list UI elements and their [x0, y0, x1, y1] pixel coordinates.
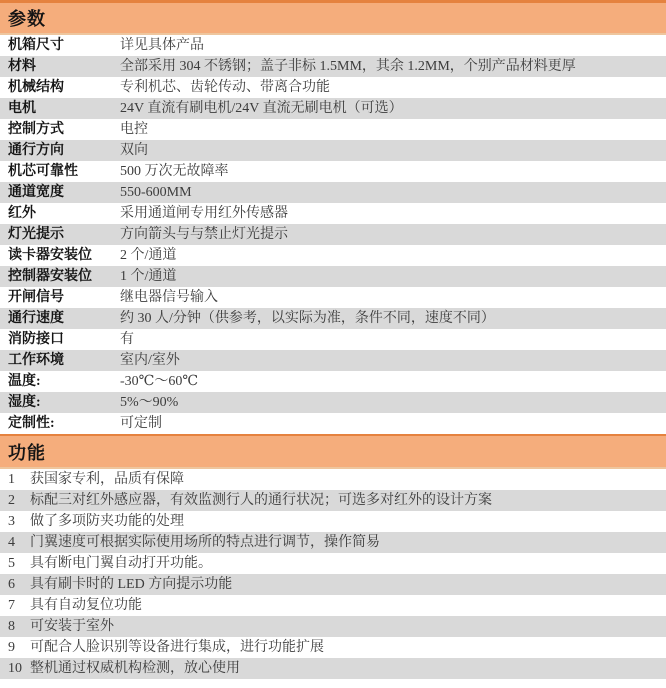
param-label: 通道宽度: [8, 185, 64, 200]
feature-text: 具有刷卡时的 LED 方向提示功能: [30, 577, 233, 592]
table-row: [0, 140, 666, 161]
table-row: [0, 182, 666, 203]
feature-text: 可配合人脸识别等设备进行集成，进行功能扩展: [30, 640, 324, 655]
feature-number: 8: [8, 619, 15, 634]
table-row: [0, 350, 666, 371]
param-value: 1 个/通道: [120, 269, 177, 284]
params-table: [0, 35, 666, 434]
param-label: 控制方式: [8, 122, 64, 137]
feature-number: 3: [8, 514, 15, 529]
param-value: 继电器信号输入: [120, 290, 218, 305]
table-row: [0, 329, 666, 350]
feature-number: 10: [8, 661, 22, 676]
features-section-title: 功能: [8, 442, 46, 463]
table-row: [0, 35, 666, 56]
feature-text: 具有自动复位功能: [30, 598, 142, 613]
param-value: 24V 直流有刷电机/24V 直流无刷电机（可选）: [120, 101, 403, 116]
list-item: [0, 595, 666, 616]
param-value: 电控: [120, 122, 148, 137]
features-section-header: [0, 434, 666, 469]
list-item: [0, 469, 666, 490]
param-value: 采用通道闸专用红外传感器: [120, 206, 288, 221]
param-value: 有: [120, 332, 134, 347]
param-value: 双向: [120, 143, 148, 158]
param-value: 可定制: [120, 416, 162, 431]
list-item: [0, 553, 666, 574]
feature-text: 整机通过权威机构检测，放心使用: [30, 661, 240, 676]
table-row: [0, 245, 666, 266]
table-row: [0, 161, 666, 182]
param-value: 550-600MM: [120, 185, 192, 200]
param-label: 湿度:: [8, 395, 41, 410]
list-item: [0, 511, 666, 532]
param-label: 读卡器安装位: [8, 248, 92, 263]
param-value: 500 万次无故障率: [120, 164, 229, 179]
list-item: [0, 574, 666, 595]
param-label: 定制性:: [8, 416, 55, 431]
list-item: [0, 637, 666, 658]
param-value: 详见具体产品: [120, 38, 204, 53]
table-row: [0, 308, 666, 329]
table-row: [0, 392, 666, 413]
param-label: 消防接口: [8, 332, 64, 347]
table-row: [0, 119, 666, 140]
params-section-title: 参数: [8, 9, 46, 29]
table-row: [0, 287, 666, 308]
params-section-header: [0, 0, 666, 35]
table-row: [0, 413, 666, 434]
table-row: [0, 371, 666, 392]
list-item: [0, 658, 666, 679]
feature-text: 标配三对红外感应器，有效监测行人的通行状况；可选多对红外的设计方案: [30, 493, 492, 508]
param-label: 机械结构: [8, 80, 64, 95]
table-row: [0, 56, 666, 77]
param-label: 通行速度: [8, 311, 64, 326]
feature-number: 7: [8, 598, 15, 613]
param-value: 方向箭头与与禁止灯光提示: [120, 227, 288, 242]
feature-number: 5: [8, 556, 15, 571]
param-value: 2 个/通道: [120, 248, 177, 263]
list-item: [0, 532, 666, 553]
param-value: 5%～90%: [120, 395, 179, 410]
table-row: [0, 203, 666, 224]
param-label: 灯光提示: [8, 227, 64, 242]
table-row: [0, 77, 666, 98]
param-label: 机芯可靠性: [8, 164, 78, 179]
param-label: 开闸信号: [8, 290, 64, 305]
param-value: 约 30 人/分钟（供参考，以实际为准，条件不同，速度不同）: [120, 311, 495, 326]
feature-text: 门翼速度可根据实际使用场所的特点进行调节，操作简易: [30, 535, 380, 550]
list-item: [0, 616, 666, 637]
feature-text: 具有断电门翼自动打开功能。: [30, 556, 212, 571]
feature-text: 可安装于室外: [30, 619, 114, 634]
list-item: [0, 490, 666, 511]
param-value: 室内/室外: [120, 353, 180, 368]
feature-number: 9: [8, 640, 15, 655]
feature-number: 1: [8, 472, 15, 487]
param-label: 电机: [8, 101, 36, 116]
param-label: 工作环境: [8, 353, 64, 368]
param-label: 控制器安装位: [8, 269, 92, 284]
table-row: [0, 266, 666, 287]
features-list: [0, 469, 666, 679]
param-label: 材料: [8, 59, 36, 74]
table-row: [0, 98, 666, 119]
param-label: 红外: [8, 206, 36, 221]
param-value: -30℃～60℃: [120, 374, 198, 389]
param-label: 机箱尺寸: [8, 38, 64, 53]
param-value: 专利机芯、齿轮传动、带离合功能: [120, 80, 330, 95]
feature-number: 6: [8, 577, 15, 592]
features-section: [0, 434, 666, 679]
param-value: 全部采用 304 不锈钢；盖子非标 1.5MM，其余 1.2MM，个别产品材料更厚: [120, 59, 576, 74]
param-label: 通行方向: [8, 143, 64, 158]
param-label: 温度:: [8, 374, 41, 389]
feature-text: 做了多项防夹功能的处理: [30, 514, 184, 529]
feature-number: 4: [8, 535, 15, 550]
table-row: [0, 224, 666, 245]
feature-number: 2: [8, 493, 15, 508]
feature-text: 获国家专利，品质有保障: [30, 472, 184, 487]
